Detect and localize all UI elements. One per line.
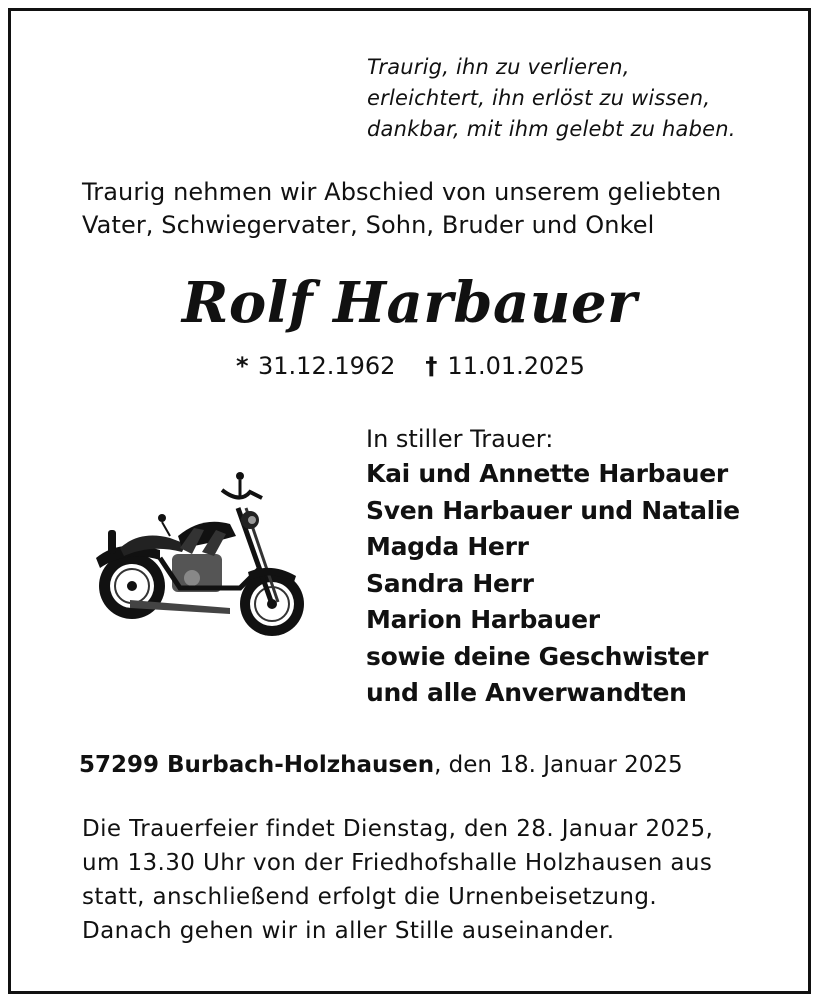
birth-symbol: * <box>236 352 249 380</box>
info-line: Die Trauerfeier findet Dienstag, den 28. Januar 2025, <box>82 816 714 842</box>
location: 57299 Burbach-Holzhausen <box>79 752 435 778</box>
motorcycle-icon <box>90 468 310 648</box>
poem-line: dankbar, mit ihm gelebt zu haben. <box>367 117 736 141</box>
info-line: statt, anschließend erfolgt die Urnenbeisetzung. <box>82 884 658 910</box>
mourner-name: Marion Harbauer <box>366 605 600 634</box>
mourner-name: Magda Herr <box>366 532 529 561</box>
intro-line: Traurig nehmen wir Abschied von unserem geliebten <box>82 178 722 206</box>
mourner-name: Sandra Herr <box>366 568 534 598</box>
poem-line: Traurig, ihn zu verlieren, <box>367 55 630 79</box>
mourners-block <box>366 422 740 712</box>
intro-line: Vater, Schwiegervater, Sohn, Bruder und Onkel <box>82 211 655 239</box>
funeral-info <box>82 812 713 948</box>
info-line: um 13.30 Uhr von der Friedhofshalle Holzhausen aus <box>82 850 713 876</box>
death-symbol: † <box>425 352 438 380</box>
date-text: , den 18. Januar 2025 <box>434 752 683 778</box>
intro-text <box>82 176 721 242</box>
mourners-lead: In stiller Trauer: <box>366 425 554 453</box>
life-dates <box>236 352 585 380</box>
place-date <box>79 752 683 778</box>
mourner-name: Kai und Annette Harbauer <box>366 459 728 488</box>
poem <box>367 52 736 145</box>
mourner-name: sowie deine Geschwister <box>366 641 709 671</box>
mourner-name: und alle Anverwandten <box>366 678 687 707</box>
death-date: 11.01.2025 <box>447 352 585 380</box>
poem-line: erleichtert, ihn erlöst zu wissen, <box>367 86 711 110</box>
birth-date: 31.12.1962 <box>258 352 396 380</box>
deceased-name: Rolf Harbauer <box>181 270 638 336</box>
mourner-name: Sven Harbauer und Natalie <box>366 495 740 525</box>
info-line: Danach gehen wir in aller Stille auseinander. <box>82 918 615 944</box>
